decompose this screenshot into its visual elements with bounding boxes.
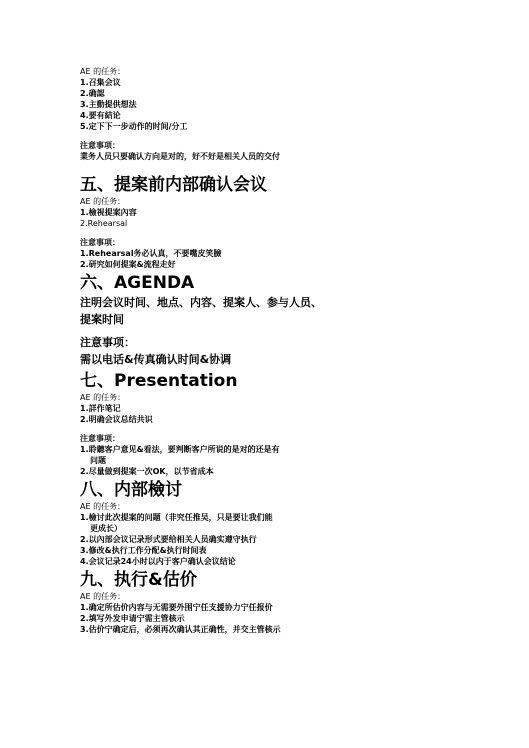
- list-item: 4.会议记录24小时以内于客户确认会议结论: [80, 557, 236, 566]
- note-label: 注意事项：: [80, 238, 120, 247]
- note-label: 注意事项：: [80, 141, 120, 150]
- note-label: 注意事项：: [80, 336, 135, 349]
- ae-tasks-label: AE 的任务：: [80, 197, 126, 206]
- ae-tasks-label: AE 的任务：: [80, 592, 126, 601]
- agenda-description: 注明会议时间、地点、内容、提案人、参与人员、: [80, 296, 322, 309]
- section-ae-tasks-meeting: [80, 66, 500, 162]
- ae-tasks-label: AE 的任务：: [80, 393, 126, 402]
- list-item: 3.估价宁确定后，必须再次确认其正确性，并交主管核示: [80, 625, 281, 634]
- list-item: 2.填写外发申请宁需主管核示: [80, 614, 185, 623]
- document-page: [80, 66, 500, 635]
- ae-tasks-label: AE 的任务：: [80, 67, 126, 76]
- section-heading: 五、提案前内部确认会议: [80, 175, 267, 195]
- list-item: 3.修改&执行工作分配&执行时间表: [80, 546, 207, 555]
- list-item: 2.确認: [80, 89, 105, 98]
- note-text: 问题: [90, 456, 106, 465]
- list-item: 2.明确会议总结共识: [80, 415, 153, 424]
- note-text: 業务人员只要确认方向是对的，好不好是相关人员的交付: [80, 152, 280, 161]
- note-text: 需以电话&传真确认时间&协调: [80, 353, 232, 366]
- list-item: 5.定下下一步动作的时间/分工: [80, 122, 188, 131]
- note-text: 1.Rehearsal务必认真，不要嘴皮笑臉: [80, 249, 222, 258]
- section-heading: 九、执行&估价: [80, 570, 197, 590]
- list-item: 3.主動提供想法: [80, 100, 137, 109]
- section-8: [80, 479, 500, 567]
- section-6: [80, 272, 500, 368]
- section-7: [80, 370, 500, 477]
- list-item: 2.Rehearsal: [80, 219, 128, 228]
- section-heading: 七、Presentation: [80, 371, 238, 391]
- list-item: 更成长）: [90, 524, 122, 533]
- note-text: 2.研究如何提案&流程走好: [80, 260, 176, 269]
- list-item: 1.詳作笔记: [80, 404, 121, 413]
- list-item: 2.以內部会议记录形式要给相关人员确实遵守执行: [80, 535, 257, 544]
- list-item: 1.确定所估价内容与无需要外围宁任支援协力宁任报价: [80, 603, 273, 612]
- section-5: [80, 174, 500, 270]
- agenda-description: 提案时间: [80, 313, 124, 326]
- note-label: 注意事项：: [80, 434, 120, 443]
- list-item: 1.檢讨此次提案的问题（非究任推吴，只是要让我们能: [80, 513, 273, 522]
- list-item: 1.檢視提案內容: [80, 208, 137, 217]
- note-text: 2.尽量做到提案一次OK，以节省成本: [80, 467, 214, 476]
- note-text: 1.聆聽客户意见&看法，要判断客户所说的是对的还是有: [80, 445, 280, 454]
- list-item: 1.召集会议: [80, 78, 121, 87]
- list-item: 4.要有結论: [80, 111, 121, 120]
- section-heading: 八、内部檢讨: [80, 480, 182, 500]
- section-9: [80, 569, 500, 635]
- section-heading: 六、AGENDA: [80, 273, 195, 293]
- ae-tasks-label: AE 的任务：: [80, 502, 126, 511]
